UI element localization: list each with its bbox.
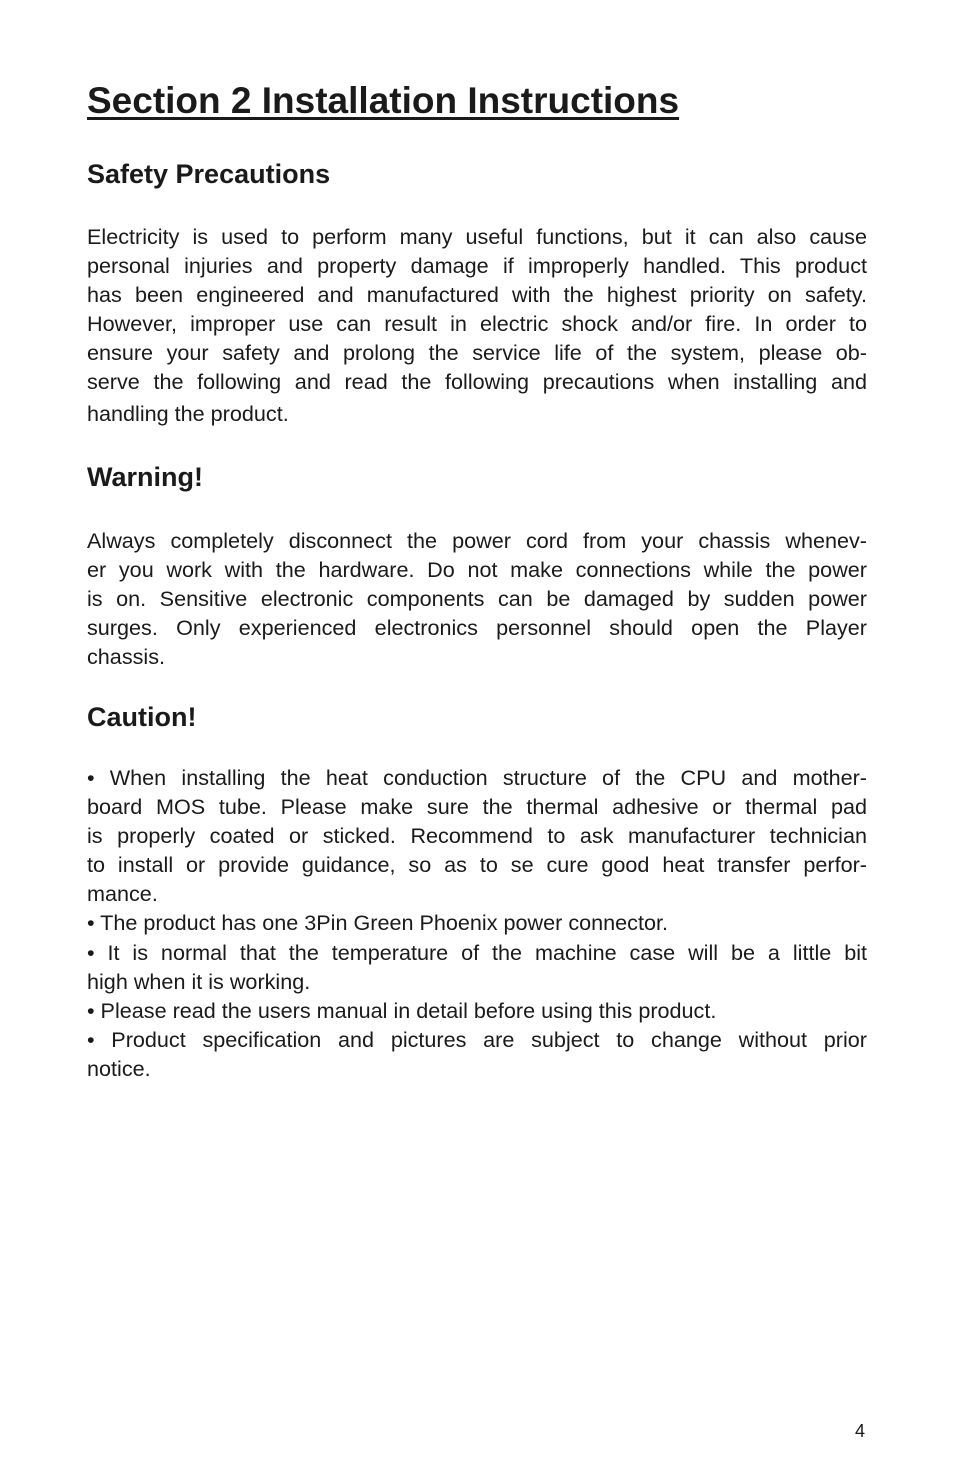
paragraph-line: surges. Only experienced electronics personnel should open the Player — [87, 615, 867, 641]
warning-heading: Warning! — [87, 462, 203, 492]
paragraph-line: Electricity is used to perform many useful functions, but it can also cause — [87, 224, 867, 249]
page-number: 4 — [855, 1421, 866, 1441]
caution-item-line: • Please read the users manual in detail before using this product. — [87, 997, 717, 1023]
paragraph-line: handling the product. — [87, 400, 289, 426]
section-title: Section 2 Installation Instructions — [87, 80, 680, 121]
warning-paragraph — [87, 526, 867, 671]
caution-item-line: • When installing the heat conduction structure of the CPU and mother- — [87, 765, 867, 790]
caution-item-line: to install or provide guidance, so as to se cure good heat transfer perfor- — [87, 852, 867, 878]
paragraph-line: personal injuries and property damage if improperly handled. This product — [87, 253, 867, 279]
caution-item-line: mance. — [87, 881, 158, 907]
paragraph-line: However, improper use can result in electric shock and/or fire. In order to — [87, 311, 867, 337]
paragraph-line: ensure your safety and prolong the service life of the system, please ob- — [87, 340, 867, 366]
caution-item-line: • It is normal that the temperature of the machine case will be a little bit — [87, 939, 867, 965]
caution-item-line: high when it is working. — [87, 968, 311, 994]
paragraph-line: er you work with the hardware. Do not make connections while the power — [87, 557, 867, 583]
paragraph-line: has been engineered and manufactured with the highest priority on safety. — [87, 282, 867, 308]
paragraph-line: is on. Sensitive electronic components can be damaged by sudden power — [87, 586, 867, 612]
caution-item-line: • The product has one 3Pin Green Phoenix power connector. — [87, 910, 668, 936]
safety-precautions-paragraph — [87, 222, 867, 428]
caution-item-line: notice. — [87, 1055, 151, 1081]
paragraph-line: Always completely disconnect the power cord from your chassis whenev- — [87, 528, 867, 553]
caution-item-line: • Product specification and pictures are subject to change without prior — [87, 1026, 867, 1052]
paragraph-line: serve the following and read the following precautions when installing and — [87, 369, 867, 395]
paragraph-line: chassis. — [87, 644, 166, 670]
safety-precautions-heading: Safety Precautions — [87, 159, 331, 189]
caution-item-line: board MOS tube. Please make sure the thermal adhesive or thermal pad — [87, 794, 867, 820]
caution-heading: Caution! — [87, 702, 197, 732]
caution-list — [87, 763, 867, 1083]
caution-item-line: is properly coated or sticked. Recommend to ask manufacturer technician — [87, 823, 867, 849]
